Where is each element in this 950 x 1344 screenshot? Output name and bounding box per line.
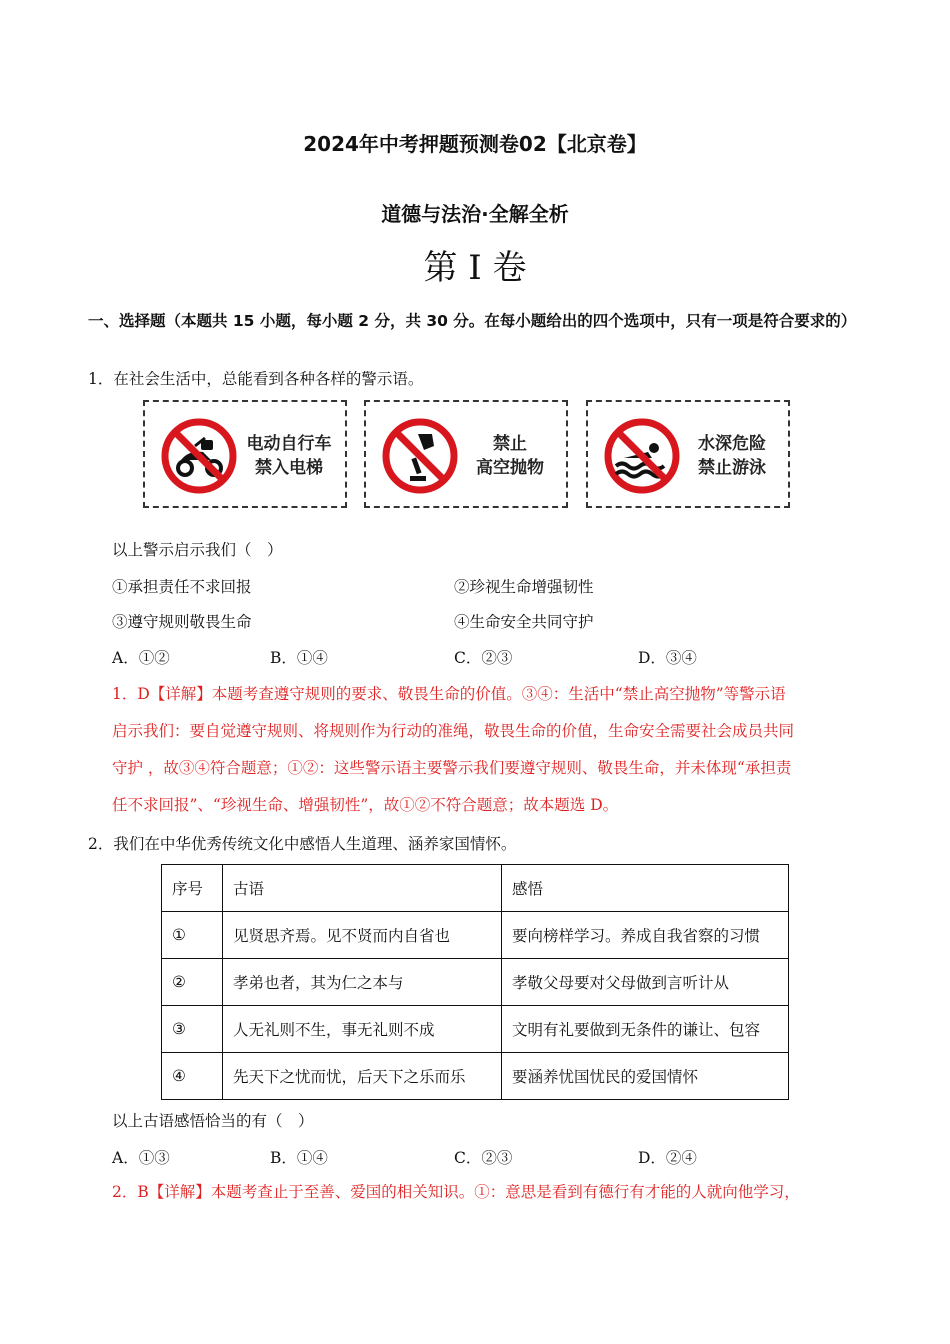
table-header: 感悟 bbox=[502, 865, 789, 912]
table-cell: ② bbox=[162, 959, 223, 1006]
q2-option-a: A．①③ bbox=[112, 1149, 170, 1167]
table-cell: 见贤思齐焉。见不贤而内自省也 bbox=[223, 912, 502, 959]
sign-line1: 禁止 bbox=[493, 434, 527, 454]
table-cell: 孝弟也者，其为仁之本与 bbox=[223, 959, 502, 1006]
table-cell: ① bbox=[162, 912, 223, 959]
table-cell: 要涵养忧国忧民的爱国情怀 bbox=[502, 1053, 789, 1100]
no-ebike-icon bbox=[159, 416, 239, 496]
table-cell: 孝敬父母要对父母做到言听计从 bbox=[502, 959, 789, 1006]
q1-statement-4: ④生命安全共同守护 bbox=[454, 613, 594, 631]
q1-option-b: B．①④ bbox=[270, 649, 328, 667]
subject-title: 道德与法治·全解全析 bbox=[381, 202, 569, 226]
sign-line1: 水深危险 bbox=[698, 434, 766, 454]
table-row bbox=[162, 1053, 789, 1100]
sign-no-swimming bbox=[586, 400, 790, 508]
q1-statement-2: ②珍视生命增强韧性 bbox=[454, 578, 594, 596]
sign-line1: 电动自行车 bbox=[246, 434, 332, 454]
q2-option-d: D．②④ bbox=[638, 1149, 697, 1167]
q1-statement-3: ③遵守规则敬畏生命 bbox=[112, 613, 252, 631]
table-cell: 先天下之忧而忧，后天下之乐而乐 bbox=[223, 1053, 502, 1100]
table-cell: ③ bbox=[162, 1006, 223, 1053]
quotes-table bbox=[161, 864, 789, 1100]
q1-prompt: 以上警示启示我们（ ） bbox=[112, 541, 283, 559]
table-row bbox=[162, 1006, 789, 1053]
table-cell: ④ bbox=[162, 1053, 223, 1100]
table-cell: 文明有礼要做到无条件的谦让、包容 bbox=[502, 1006, 789, 1053]
table-row bbox=[162, 912, 789, 959]
sign-no-throwing bbox=[364, 400, 568, 508]
answer-line: 2．B【详解】本题考查止于至善、爱国的相关知识。①：意思是看到有德行有才能的人就向他学习， bbox=[112, 1183, 800, 1201]
answer-line: 守护 ，故③④符合题意；①②：这些警示语主要警示我们要遵守规则、敬畏生命，并未体现“承担责 bbox=[112, 759, 792, 777]
table-cell: 人无礼则不生，事无礼则不成 bbox=[223, 1006, 502, 1053]
q1-option-d: D．③④ bbox=[638, 649, 697, 667]
exam-title: 2024年中考押题预测卷02【北京卷】 bbox=[303, 132, 647, 156]
q2-option-c: C．②③ bbox=[454, 1149, 513, 1167]
answer-line: 启示我们：要自觉遵守规则、将规则作为行动的准绳，敬畏生命的价值，生命安全需要社会成员共同 bbox=[112, 722, 795, 740]
table-header: 序号 bbox=[162, 865, 223, 912]
sign-line2: 禁入电梯 bbox=[255, 458, 323, 478]
no-swimming-icon bbox=[602, 416, 682, 496]
q1-option-a: A．①② bbox=[112, 649, 170, 667]
table-header: 古语 bbox=[223, 865, 502, 912]
q2-prompt: 以上古语感悟恰当的有（ ） bbox=[112, 1112, 314, 1130]
section-heading: 一、选择题（本题共 15 小题，每小题 2 分，共 30 分。在每小题给出的四个选项中，只有一项是符合要求的） bbox=[88, 312, 857, 330]
answer-line: 1．D【详解】本题考查遵守规则的要求、敬畏生命的价值。③④：生活中“禁止高空抛物”等警示语 bbox=[112, 685, 786, 703]
answer-line: 任不求回报”、“珍视生命、增强韧性”，故①②不符合题意；故本题选 D。 bbox=[112, 796, 619, 814]
volume-title: 第 I 卷 bbox=[423, 248, 527, 288]
q2-answer bbox=[112, 1174, 862, 1211]
table-cell: 要向榜样学习。养成自我省察的习惯 bbox=[502, 912, 789, 959]
q1-statement-1: ①承担责任不求回报 bbox=[112, 578, 252, 596]
sign-line2: 高空抛物 bbox=[476, 458, 544, 478]
q2-stem: 2．我们在中华优秀传统文化中感悟人生道理、涵养家国情怀。 bbox=[88, 835, 517, 853]
q1-answer bbox=[112, 676, 862, 824]
sign-line2: 禁止游泳 bbox=[698, 458, 766, 478]
q1-option-c: C．②③ bbox=[454, 649, 513, 667]
table-header-row bbox=[162, 865, 789, 912]
q1-stem: 1．在社会生活中，总能看到各种各样的警示语。 bbox=[88, 370, 424, 388]
sign-no-ebike bbox=[143, 400, 347, 508]
no-throwing-icon bbox=[380, 416, 460, 496]
table-row bbox=[162, 959, 789, 1006]
q2-option-b: B．①④ bbox=[270, 1149, 328, 1167]
